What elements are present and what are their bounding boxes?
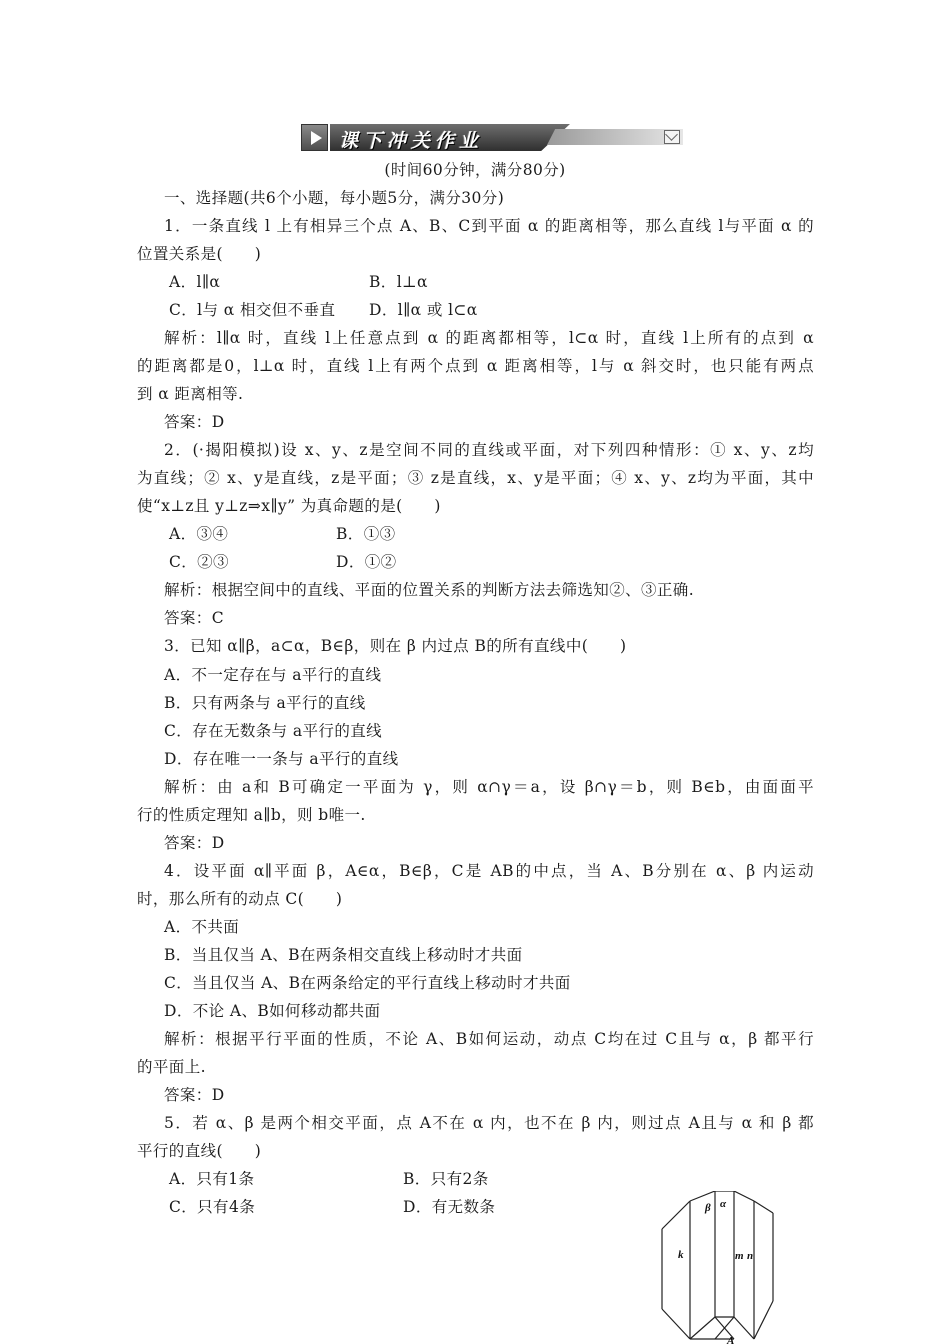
q2-stem-line2: 为直线；② x、y是直线，z是平面；③ z是直线，x、y是平面；④ x、y、z均为平面，其中 — [137, 469, 814, 487]
q3-option-d: D．存在唯一一条与 a平行的直线 — [164, 750, 399, 768]
q1-answer: 答案：D — [164, 413, 225, 431]
q3-explanation-line1: 解析：由 a和 B可确定一平面为 γ，则 α∩γ＝a，设 β∩γ＝b，则 B∈b，由面面平 — [164, 778, 814, 796]
q1-option-c: C．l与 α 相交但不垂直 — [169, 301, 336, 319]
q3-explanation-line2: 行的性质定理知 a∥b，则 b唯一. — [137, 806, 366, 824]
q5-option-d: D．有无数条 — [403, 1198, 496, 1216]
figure-edge — [662, 1309, 690, 1339]
q4-explanation-line2: 的平面上. — [137, 1058, 206, 1076]
q5-option-b: B．只有2条 — [403, 1170, 489, 1188]
q3-stem-line1: 3．已知 α∥β，a⊂α，B∈β，则在 β 内过点 B的所有直线中( ) — [164, 637, 627, 655]
q5-stem-line1: 5．若 α、β 是两个相交平面，点 A不在 α 内，也不在 β 内，则过点 A且与 α 和 β 都 — [164, 1114, 814, 1132]
q2-option-d: D．①② — [336, 553, 397, 571]
q1-option-d: D．l∥α 或 l⊂α — [369, 301, 478, 319]
figure-edge — [754, 1201, 773, 1213]
figure-label-alpha: α — [720, 1198, 727, 1210]
q4-option-d: D．不论 A、B如何移动都共面 — [164, 1002, 381, 1020]
q1-stem-line2: 位置关系是( ) — [137, 245, 262, 263]
q2-stem-line3: 使“x⊥z且 y⊥z⇒x∥y” 为真命题的是( ) — [137, 497, 441, 515]
q4-stem-line1: 4．设平面 α∥平面 β，A∈α，B∈β，C是 AB的中点，当 A、B分别在 α、β 内运动 — [164, 862, 814, 880]
q1-stem-line1: 1．一条直线 l 上有相异三个点 A、B、C到平面 α 的距离相等，那么直线 l与平面 α 的 — [164, 217, 814, 235]
q2-option-a: A．③④ — [169, 525, 229, 543]
figure-edge — [690, 1191, 715, 1201]
figure-edge — [734, 1191, 754, 1201]
banner-tail — [547, 129, 683, 145]
banner-title: 课下冲关作业 — [339, 130, 484, 152]
figure-label-n: n — [747, 1250, 754, 1262]
figure-edge — [754, 1301, 773, 1339]
q1-explanation-line3: 到 α 距离相等. — [137, 385, 244, 403]
q3-answer: 答案：D — [164, 834, 225, 852]
q2-option-b: B．①③ — [336, 525, 396, 543]
figure-label-beta: β — [705, 1202, 711, 1214]
q2-answer: 答案：C — [164, 609, 224, 627]
envelope-icon — [664, 130, 680, 144]
q2-option-c: C．②③ — [169, 553, 229, 571]
q5-stem-line2: 平行的直线( ) — [137, 1142, 262, 1160]
q3-option-c: C．存在无数条与 a平行的直线 — [164, 722, 383, 740]
q1-option-b: B．l⊥α — [369, 273, 428, 291]
q3-option-a: A．不一定存在与 a平行的直线 — [164, 666, 382, 684]
figure-edge — [690, 1317, 715, 1339]
figure-label-k: k — [678, 1249, 684, 1261]
play-icon — [301, 124, 328, 151]
time-note: (时间60分钟，满分80分) — [384, 161, 566, 179]
figure-edge — [734, 1317, 754, 1339]
figure-label-A: A — [727, 1335, 735, 1344]
q2-explanation-line1: 解析：根据空间中的直线、平面的位置关系的判断方法去筛选知②、③正确. — [164, 581, 695, 599]
section-banner — [301, 124, 683, 151]
q3-option-b: B．只有两条与 a平行的直线 — [164, 694, 366, 712]
q4-option-a: A．不共面 — [164, 918, 240, 936]
figure-edge — [662, 1201, 690, 1229]
q1-option-a: A．l∥α — [169, 273, 221, 291]
q4-stem-line2: 时，那么所有的动点 C( ) — [137, 890, 343, 908]
q4-option-c: C．当且仅当 A、B在两条给定的平行直线上移动时才共面 — [164, 974, 571, 992]
q4-explanation-line1: 解析：根据平行平面的性质，不论 A、B如何运动，动点 C均在过 C且与 α，β 都平行 — [164, 1030, 814, 1048]
q5-option-a: A．只有1条 — [169, 1170, 255, 1188]
q1-explanation-line2: 的距离都是0，l⊥α 时，直线 l上有两个点到 α 距离相等，l与 α 斜交时，也只能有两点 — [137, 357, 814, 375]
planes-figure — [656, 1191, 780, 1344]
figure-label-m: m — [735, 1250, 744, 1262]
section-title: 一、选择题(共6个小题，每小题5分，满分30分) — [164, 189, 505, 207]
q2-stem-line1: 2．(·揭阳模拟)设 x、y、z是空间不同的直线或平面，对下列四种情形：① x、y、z均 — [164, 441, 814, 459]
q4-answer: 答案：D — [164, 1086, 225, 1104]
q4-option-b: B．当且仅当 A、B在两条相交直线上移动时才共面 — [164, 946, 523, 964]
q1-explanation-line1: 解析：l∥α 时，直线 l上任意点到 α 的距离都相等，l⊂α 时，直线 l上所有的点到 α — [164, 329, 814, 347]
q5-option-c: C．只有4条 — [169, 1198, 256, 1216]
